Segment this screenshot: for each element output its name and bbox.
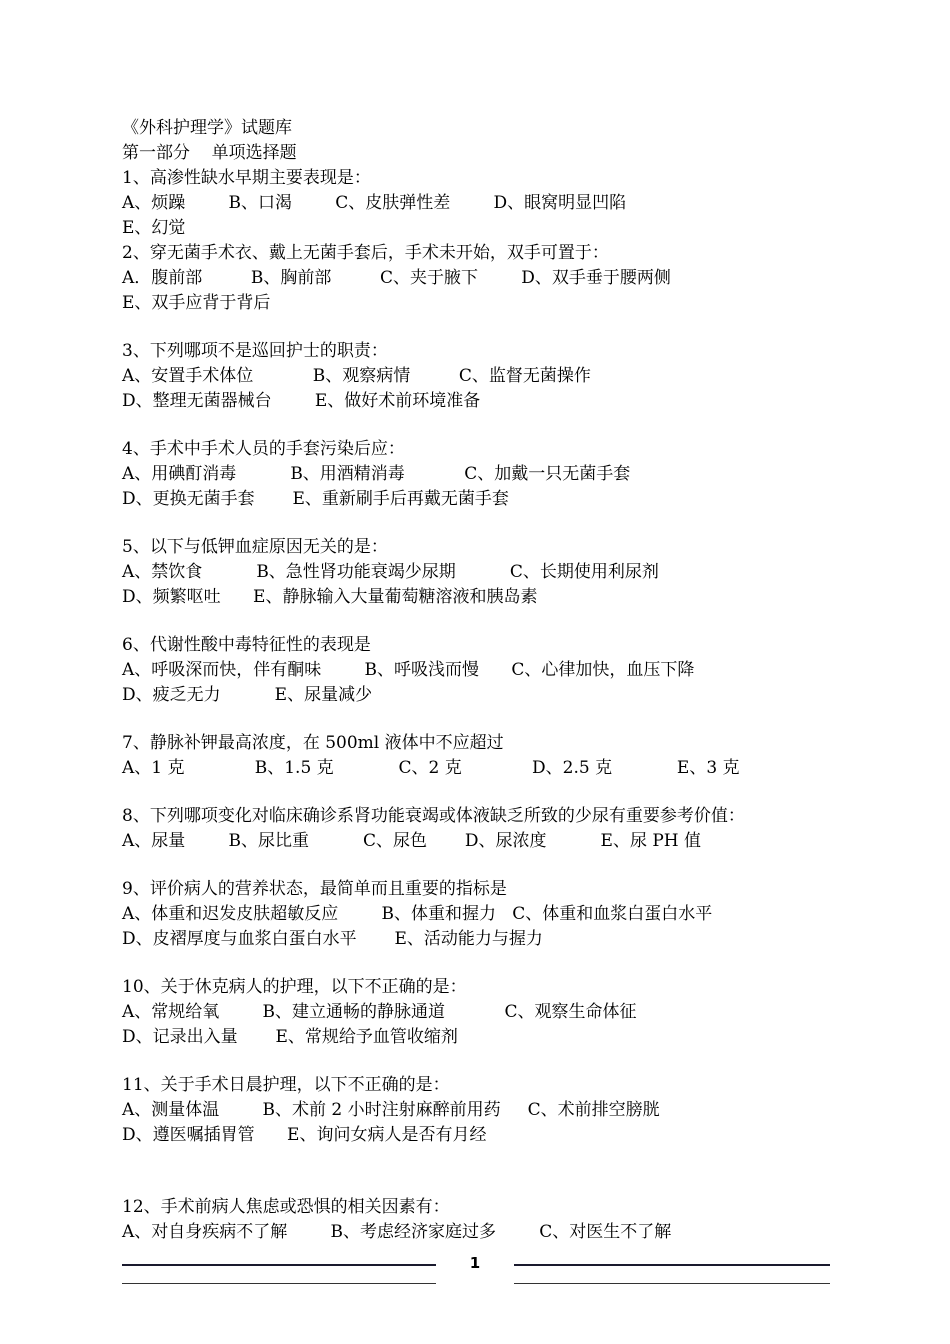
question-stem: 10、关于休克病人的护理，以下不正确的是： [122, 977, 467, 997]
question-options: A、呼吸深而快，伴有酮味 B、呼吸浅而慢 C、心律加快，血压下降 [122, 660, 695, 680]
footer-rule-right-top [514, 1264, 830, 1266]
question-options: D、遵医嘱插胃管 E、询问女病人是否有月经 [122, 1125, 487, 1145]
question-stem: 3、下列哪项不是巡回护士的职责： [122, 341, 388, 361]
question-stem: 4、手术中手术人员的手套污染后应： [122, 439, 405, 459]
spacer [122, 610, 842, 633]
footer-rule-left-top [122, 1264, 436, 1266]
question-options: A、烦躁 B、口渴 C、皮肤弹性差 D、眼窝明显凹陷 [122, 193, 627, 213]
spacer [122, 708, 842, 731]
spacer [122, 1050, 842, 1073]
question-stem: 8、下列哪项变化对临床确诊系肾功能衰竭或体液缺乏所致的少尿有重要参考价值： [122, 806, 745, 826]
footer-rule-right-bottom [514, 1283, 830, 1284]
question-options: A、对自身疾病不了解 B、考虑经济家庭过多 C、对医生不了解 [122, 1222, 672, 1242]
section-heading: 第一部分 单项选择题 [122, 143, 297, 163]
question-options: D、记录出入量 E、常规给予血管收缩剂 [122, 1027, 458, 1047]
question-stem: 9、评价病人的营养状态，最简单而且重要的指标是 [122, 879, 507, 899]
question-stem: 5、以下与低钾血症原因无关的是： [122, 537, 388, 557]
spacer [122, 952, 842, 975]
question-stem: 1、高渗性缺水早期主要表现是： [122, 168, 371, 188]
document-title: 《外科护理学》试题库 [122, 118, 292, 138]
page-number: 1 [469, 1254, 481, 1272]
question-options: D、疲乏无力 E、尿量减少 [122, 685, 373, 705]
spacer [122, 1148, 842, 1195]
question-options: A、尿量 B、尿比重 C、尿色 D、尿浓度 E、尿 PH 值 [122, 831, 702, 851]
spacer [122, 316, 842, 339]
question-options: D、皮褶厚度与血浆白蛋白水平 E、活动能力与握力 [122, 929, 543, 949]
question-options: A、1 克 B、1.5 克 C、2 克 D、2.5 克 E、3 克 [122, 758, 740, 778]
question-options: D、频繁呕吐 E、静脉输入大量葡萄糖溶液和胰岛素 [122, 587, 538, 607]
spacer [122, 781, 842, 804]
question-options: E、幻觉 [122, 218, 186, 238]
question-stem: 2、穿无菌手术衣、戴上无菌手套后，手术未开始，双手可置于： [122, 243, 609, 263]
footer-rule-left-bottom [122, 1283, 436, 1284]
spacer [122, 512, 842, 535]
question-options: E、双手应背于背后 [122, 293, 271, 313]
question-options: A、用碘酊消毒 B、用酒精消毒 C、加戴一只无菌手套 [122, 464, 631, 484]
question-options: A、禁饮食 B、急性肾功能衰竭少尿期 C、长期使用利尿剂 [122, 562, 659, 582]
question-stem: 11、关于手术日晨护理，以下不正确的是： [122, 1075, 450, 1095]
question-options: A、安置手术体位 B、观察病情 C、监督无菌操作 [122, 366, 591, 386]
question-options: D、整理无菌器械台 E、做好术前环境准备 [122, 391, 481, 411]
question-options: A．腹前部 B、胸前部 C、夹于腋下 D、双手垂于腰两侧 [122, 268, 671, 288]
spacer [122, 414, 842, 437]
question-stem: 6、代谢性酸中毒特征性的表现是 [122, 635, 371, 655]
question-options: A、测量体温 B、术前 2 小时注射麻醉前用药 C、术前排空膀胱 [122, 1100, 660, 1120]
question-stem: 12、手术前病人焦虑或恐惧的相关因素有： [122, 1197, 450, 1217]
spacer [122, 854, 842, 877]
document-body [122, 116, 842, 1245]
question-options: A、常规给氧 B、建立通畅的静脉通道 C、观察生命体征 [122, 1002, 637, 1022]
question-stem: 7、静脉补钾最高浓度，在 500ml 液体中不应超过 [122, 733, 504, 753]
question-options: A、体重和迟发皮肤超敏反应 B、体重和握力 C、体重和血浆白蛋白水平 [122, 904, 713, 924]
question-options: D、更换无菌手套 E、重新刷手后再戴无菌手套 [122, 489, 509, 509]
